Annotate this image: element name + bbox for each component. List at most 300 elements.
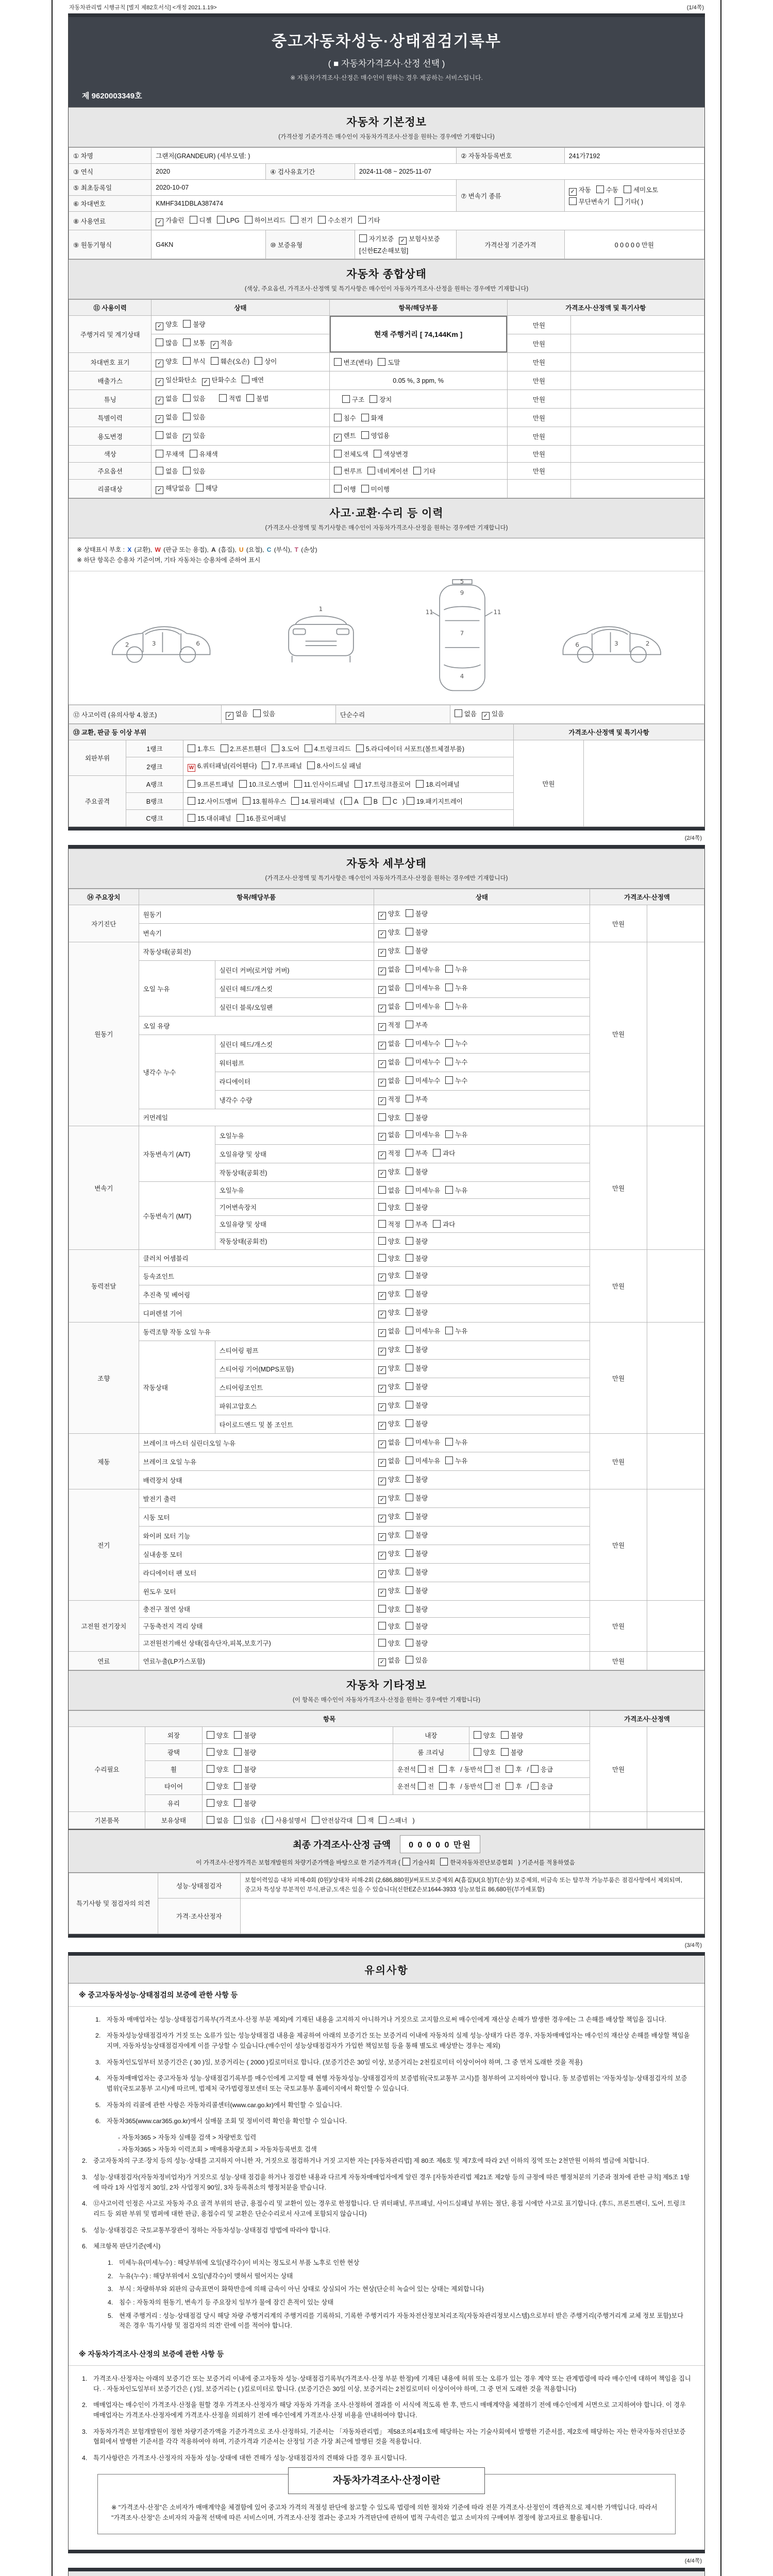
table-cell <box>152 371 329 390</box>
checkbox-불량[interactable] <box>234 1748 242 1756</box>
checkbox-양호[interactable] <box>378 930 386 938</box>
checkbox-장치[interactable] <box>369 395 377 403</box>
checkbox-이행[interactable] <box>334 485 342 493</box>
checkbox-디젤[interactable] <box>190 216 197 224</box>
checkbox-없음[interactable] <box>378 1329 386 1337</box>
table-cell <box>183 740 513 757</box>
checkbox-구조[interactable] <box>342 395 350 403</box>
option-label: 없음 <box>388 1059 400 1066</box>
checkbox-B[interactable] <box>364 797 372 805</box>
checkbox-자동[interactable] <box>569 188 577 196</box>
checkbox-전[interactable] <box>484 1765 492 1773</box>
checkbox-누유[interactable] <box>445 1186 453 1194</box>
checkbox-보통[interactable] <box>183 338 191 346</box>
checkbox-양호[interactable] <box>378 1622 386 1630</box>
checkbox-불량[interactable] <box>406 909 413 917</box>
checkbox-누유[interactable] <box>445 1327 453 1334</box>
checkbox-19.패키지트레이[interactable] <box>407 797 414 805</box>
checkbox-12.사이드멤버[interactable] <box>188 797 195 805</box>
checkbox-불량[interactable] <box>406 1494 413 1501</box>
svg-text:11: 11 <box>493 608 501 616</box>
checkbox-양호[interactable] <box>378 1605 386 1613</box>
checkbox-화재[interactable] <box>361 414 369 421</box>
checkbox-잭[interactable] <box>358 1816 365 1824</box>
checkbox-기타( )[interactable] <box>615 197 623 205</box>
checkbox-불량[interactable] <box>406 1401 413 1409</box>
checkbox-적정[interactable] <box>378 1151 386 1159</box>
checkbox-10.크로스멤버[interactable] <box>239 780 247 788</box>
checkbox-15.대쉬패널[interactable] <box>188 814 195 822</box>
checkbox-양호[interactable] <box>378 1515 386 1522</box>
document-number: 제 9620003349호 <box>82 92 142 100</box>
option-label: 양호 <box>388 1238 400 1245</box>
checkbox-없음[interactable] <box>378 1079 386 1087</box>
table-cell: 주요옵션 <box>69 463 152 480</box>
option-없음 <box>378 1130 400 1141</box>
option-label: 양호 <box>388 1255 400 1262</box>
option-수소전기 <box>318 215 352 225</box>
table-cell <box>152 446 329 463</box>
checkbox-양호[interactable] <box>378 1422 386 1430</box>
checkbox-전[interactable] <box>484 1782 492 1790</box>
option-전기 <box>291 215 313 225</box>
option-없음 <box>226 709 248 720</box>
option-12.사이드멤버 <box>188 796 238 806</box>
checkbox-기타[interactable] <box>413 467 421 474</box>
checkbox-양호[interactable] <box>378 1113 386 1121</box>
checkbox-9.프론트패널[interactable] <box>188 780 195 788</box>
checkbox-불량[interactable] <box>406 1549 413 1557</box>
checkbox-없음[interactable] <box>378 1060 386 1068</box>
checkbox-부식[interactable] <box>183 357 191 365</box>
checkbox-미세누유[interactable] <box>406 1327 413 1334</box>
option-label: 없음 <box>388 1003 400 1010</box>
checkbox-불량[interactable] <box>406 1382 413 1390</box>
option-기타 <box>413 466 435 476</box>
checkbox-전기[interactable] <box>291 216 298 224</box>
checkbox-없음[interactable] <box>378 1658 386 1666</box>
checkbox-변조(변타)[interactable] <box>334 358 342 366</box>
checkbox-있음[interactable] <box>183 467 191 474</box>
legend-symbol-A: A <box>211 546 216 553</box>
checkbox-전[interactable] <box>418 1782 426 1790</box>
checkbox-14.필러패널[interactable] <box>291 797 299 805</box>
option-label: 적음 <box>220 340 233 347</box>
checkbox-불법[interactable] <box>246 394 254 402</box>
checkbox-양호[interactable] <box>378 1366 386 1374</box>
table-cell <box>152 316 329 334</box>
table-cell <box>355 230 456 259</box>
checkbox-불량[interactable] <box>406 928 413 936</box>
checkbox-양호[interactable] <box>378 912 386 920</box>
checkbox-없음[interactable] <box>378 1186 386 1194</box>
checkbox-미세누유[interactable] <box>406 1438 413 1446</box>
option-누유 <box>445 964 467 974</box>
checkbox-없음[interactable] <box>156 467 163 474</box>
table-cell: 타이로드엔드 및 볼 조인트 <box>215 1415 374 1434</box>
checkbox-매연[interactable] <box>242 376 249 383</box>
option-없음 <box>378 1456 400 1467</box>
checkbox-양호[interactable] <box>378 1478 386 1485</box>
checkbox-없음[interactable] <box>378 1440 386 1448</box>
option-label: 적정 <box>388 1022 400 1029</box>
option-label: 무채색 <box>165 451 184 458</box>
checkbox-도말[interactable] <box>378 358 385 366</box>
option-불법 <box>246 394 268 403</box>
checkbox-양호[interactable] <box>378 1403 386 1411</box>
checkbox-불량[interactable] <box>406 1531 413 1538</box>
option-label: 불량 <box>415 929 428 936</box>
checkbox-수소전기[interactable] <box>318 216 326 224</box>
checkbox-미세누수[interactable] <box>406 1039 413 1047</box>
option-label: 미세누수 <box>415 1040 441 1047</box>
checkbox-부족[interactable] <box>406 1021 413 1028</box>
table-cell <box>571 353 704 371</box>
checkbox-미세누유[interactable] <box>406 1130 413 1138</box>
option-C <box>383 797 397 805</box>
option-영업용 <box>361 431 390 440</box>
table-cell: 시동 모터 <box>139 1508 374 1527</box>
option-label: 부족 <box>415 1096 428 1103</box>
notice-item: - 자동차365 > 자동차 실매물 검색 > 차량번호 입력 <box>118 2134 257 2141</box>
checkbox-양호[interactable] <box>378 1274 386 1281</box>
checkbox-있음[interactable] <box>253 709 261 717</box>
checkbox-11.인사이드패널[interactable] <box>294 780 302 788</box>
checkbox-없음[interactable] <box>207 1816 214 1824</box>
checkbox-양호[interactable] <box>378 1533 386 1541</box>
checkbox-무채색[interactable] <box>156 450 163 457</box>
checkbox-누유[interactable] <box>445 1130 453 1138</box>
checkbox-불량[interactable] <box>406 1254 413 1262</box>
checkbox-없음[interactable] <box>226 712 233 720</box>
option-label: 도말 <box>388 359 400 366</box>
checkbox-있음[interactable] <box>406 1656 413 1664</box>
checkbox-보험사보증[interactable] <box>399 237 407 245</box>
checkbox-5.라디에이터 서포트(볼트체결부품)[interactable] <box>356 744 364 752</box>
checkbox-기술사회[interactable] <box>402 1858 410 1866</box>
checkbox-양호[interactable] <box>207 1799 214 1807</box>
checkbox-하이브리드[interactable] <box>245 216 253 224</box>
checkbox-미세누유[interactable] <box>406 1002 413 1010</box>
checkbox-A[interactable] <box>344 797 352 805</box>
checkbox-양호[interactable] <box>378 1254 386 1262</box>
checkbox-양호[interactable] <box>378 1496 386 1504</box>
checkbox-상이[interactable] <box>255 357 262 365</box>
checkbox-미세누유[interactable] <box>406 1186 413 1194</box>
section-overall-state <box>69 259 704 299</box>
checkbox-응급[interactable] <box>531 1782 539 1790</box>
checkbox-과다[interactable] <box>433 1220 441 1228</box>
checkbox-누수[interactable] <box>445 1076 453 1084</box>
checkbox-불량[interactable] <box>234 1765 242 1773</box>
checkbox-16.플로어패널[interactable] <box>237 814 244 822</box>
table-cell: 휠 <box>145 1761 202 1778</box>
checkbox-있음[interactable] <box>183 394 191 402</box>
checkbox-없음[interactable] <box>455 709 462 717</box>
checkbox-2.프론트휀더[interactable] <box>221 744 228 752</box>
option-누수 <box>445 1076 467 1085</box>
checkbox-해당[interactable] <box>196 484 204 492</box>
checkbox-누유[interactable] <box>445 1456 453 1464</box>
checkbox-양호[interactable] <box>207 1748 214 1756</box>
checkbox-불량[interactable] <box>501 1731 509 1739</box>
checkbox-과다[interactable] <box>433 1149 441 1157</box>
checkbox-해당없음[interactable] <box>156 486 163 494</box>
checkbox-양호[interactable] <box>156 360 163 367</box>
checkbox-불량[interactable] <box>406 1419 413 1427</box>
checkbox-후[interactable] <box>506 1765 513 1773</box>
checkbox-후[interactable] <box>439 1765 447 1773</box>
checkbox-1.후드[interactable] <box>188 744 195 752</box>
option-label: 8.사이드실 패널 <box>317 762 362 770</box>
checkbox-양호[interactable] <box>474 1731 481 1739</box>
checkbox-불량[interactable] <box>183 320 191 328</box>
checkbox-세미오토[interactable] <box>624 185 631 193</box>
checkbox-양호[interactable] <box>378 1639 386 1647</box>
checkbox-탄화수소[interactable] <box>202 378 210 386</box>
option-label: 없음 <box>165 414 178 421</box>
checkbox-있음[interactable] <box>482 712 490 720</box>
checkbox-양호[interactable] <box>378 949 386 957</box>
checkbox-불량[interactable] <box>406 1167 413 1175</box>
checkbox-일산화탄소[interactable] <box>156 378 163 386</box>
notice-list-warranty <box>82 2015 691 2155</box>
checkbox-불량[interactable] <box>406 1605 413 1613</box>
checkbox-전[interactable] <box>418 1765 426 1773</box>
checkbox-불량[interactable] <box>406 1568 413 1575</box>
table-cell: B랭크 <box>126 793 183 810</box>
checkbox-양호[interactable] <box>156 323 163 330</box>
checkbox-유채색[interactable] <box>190 450 197 457</box>
option-label: 훼손(오손) <box>220 358 250 365</box>
checkbox-4.트렁크리드[interactable] <box>305 744 312 752</box>
checkbox-사용설명서[interactable] <box>265 1816 273 1824</box>
checkbox-양호[interactable] <box>378 1311 386 1318</box>
checkbox-수동[interactable] <box>596 185 604 193</box>
checkbox-양호[interactable] <box>207 1731 214 1739</box>
checkbox-8.사이드실 패널[interactable] <box>307 761 315 769</box>
table-cell <box>393 1761 590 1778</box>
checkbox-없음[interactable] <box>378 1042 386 1049</box>
notice-item: 4. 침수 : 자동차의 원동기, 변속기 등 주요장치 일부가 물에 잠긴 흔적이 있는 상태 <box>108 2299 334 2307</box>
checkbox-양호[interactable] <box>378 1385 386 1393</box>
checkbox-없음[interactable] <box>378 986 386 994</box>
table-cell: A랭크 <box>126 776 183 793</box>
checkbox-불량[interactable] <box>406 1586 413 1594</box>
table-cell <box>152 334 329 353</box>
checkbox-미이행[interactable] <box>361 485 369 493</box>
checkbox-부족[interactable] <box>406 1095 413 1103</box>
checkbox-색상변경[interactable] <box>374 450 381 457</box>
checkbox-미세누수[interactable] <box>406 1076 413 1084</box>
checkbox-없음[interactable] <box>156 415 163 423</box>
checkbox-LPG[interactable] <box>217 216 225 224</box>
option-label: B <box>373 798 378 805</box>
checkbox-불량[interactable] <box>406 1203 413 1211</box>
option-label: 있음 <box>415 1657 428 1664</box>
section-subtitle: (색상, 주요옵션, 가격조사·산정액 및 특기사항은 매수인이 자동차가격조사·산정을 원하는 경우에만 기재합니다) <box>244 286 529 292</box>
option-색상변경 <box>374 449 408 459</box>
checkbox-13.휠하우스[interactable] <box>243 797 250 805</box>
section-title: 자동차 종합상태 <box>346 268 427 280</box>
checkbox-미세누유[interactable] <box>406 984 413 991</box>
checkbox-안전삼각대[interactable] <box>312 1816 320 1824</box>
checkbox-불량[interactable] <box>406 1113 413 1121</box>
checkbox-훼손(오손)[interactable] <box>211 357 219 365</box>
checkbox-양호[interactable] <box>378 1237 386 1245</box>
checkbox-누유[interactable] <box>445 965 453 973</box>
checkbox-없음[interactable] <box>378 968 386 975</box>
checkbox-불량[interactable] <box>234 1799 242 1807</box>
table-cell <box>202 1778 393 1795</box>
checkbox-양호[interactable] <box>378 1570 386 1578</box>
table-cell: 색상 <box>69 446 152 463</box>
checkbox-양호[interactable] <box>474 1748 481 1756</box>
option-적정 <box>378 1219 400 1229</box>
checkbox-있음[interactable] <box>183 434 191 442</box>
checkbox-미세누유[interactable] <box>406 1456 413 1464</box>
option-있음 <box>253 709 275 718</box>
table-cell: 만원 <box>507 316 570 334</box>
checkbox-불량[interactable] <box>406 946 413 954</box>
table-cell <box>329 480 507 498</box>
checkbox-무단변속기[interactable] <box>569 197 577 205</box>
checkbox-없음[interactable] <box>156 397 163 404</box>
checkbox-스패너[interactable] <box>379 1816 386 1824</box>
checkbox-후[interactable] <box>506 1782 513 1790</box>
checkbox-가솔린[interactable] <box>156 218 163 226</box>
table-cell: 가격조사·산정액 <box>590 889 704 905</box>
option-스패너 <box>379 1816 407 1825</box>
checkbox-불량[interactable] <box>406 1345 413 1353</box>
checkbox-17.트렁크플로어[interactable] <box>355 780 362 788</box>
checkbox-불량[interactable] <box>406 1271 413 1279</box>
checkbox-6.쿼터패널(리어휀다)[interactable] <box>188 764 195 772</box>
checkbox-양호[interactable] <box>378 1203 386 1211</box>
table-cell <box>183 810 513 827</box>
option-label: 양호 <box>388 1168 400 1176</box>
checkbox-적정[interactable] <box>378 1220 386 1228</box>
checkbox-한국자동차진단보증협회[interactable] <box>440 1858 448 1866</box>
option-label: 양호 <box>388 1550 400 1557</box>
checkbox-없음[interactable] <box>378 1005 386 1012</box>
table-cell: 발전기 출력 <box>139 1489 374 1508</box>
table-cell: 라디에이터 팬 모터 <box>139 1564 374 1582</box>
option-부족 <box>406 1020 428 1029</box>
checkbox-C[interactable] <box>383 797 391 805</box>
checkbox-썬루프[interactable] <box>334 467 342 474</box>
checkbox-부족[interactable] <box>406 1149 413 1157</box>
checkbox-있음[interactable] <box>183 413 191 420</box>
checkbox-렌트[interactable] <box>334 434 342 442</box>
checkbox-응급[interactable] <box>531 1765 539 1773</box>
option-label: 있음 <box>491 710 505 718</box>
checkbox-불량[interactable] <box>234 1782 242 1790</box>
checkbox-불량[interactable] <box>406 1639 413 1647</box>
option-label: LPG <box>226 217 240 224</box>
checkbox-불량[interactable] <box>501 1748 509 1756</box>
option-label: 부족 <box>415 1022 428 1029</box>
checkbox-있음[interactable] <box>234 1816 242 1824</box>
checkbox-누수[interactable] <box>445 1058 453 1065</box>
table-cell: 실내송풍 모터 <box>139 1545 374 1564</box>
checkbox-없음[interactable] <box>156 431 163 439</box>
checkbox-미세누수[interactable] <box>406 1058 413 1065</box>
checkbox-없음[interactable] <box>378 1133 386 1141</box>
option-label: 렌트 <box>343 432 356 439</box>
option-양호 <box>378 1512 400 1522</box>
checkbox-많음[interactable] <box>156 338 163 346</box>
checkbox-기타[interactable] <box>358 216 366 224</box>
checkbox-후[interactable] <box>439 1782 447 1790</box>
table-cell: 디퍼렌셜 기어 <box>139 1304 374 1323</box>
checkbox-적정[interactable] <box>378 1023 386 1031</box>
option-label: 없음 <box>388 1040 400 1047</box>
table-cell <box>571 480 704 498</box>
checkbox-양호[interactable] <box>207 1782 214 1790</box>
checkbox-양호[interactable] <box>207 1765 214 1773</box>
checkbox-누유[interactable] <box>445 984 453 991</box>
checkbox-불량[interactable] <box>406 1512 413 1520</box>
option-label: 양호 <box>388 1569 400 1576</box>
checkbox-불량[interactable] <box>406 1290 413 1297</box>
checkbox-부족[interactable] <box>406 1220 413 1228</box>
checkbox-불량[interactable] <box>234 1731 242 1739</box>
checkbox-미세누유[interactable] <box>406 965 413 973</box>
checkbox-불량[interactable] <box>406 1475 413 1483</box>
checkbox-누유[interactable] <box>445 1438 453 1446</box>
checkbox-불량[interactable] <box>406 1237 413 1245</box>
checkbox-침수[interactable] <box>334 414 342 421</box>
checkbox-불량[interactable] <box>406 1308 413 1316</box>
checkbox-양호[interactable] <box>378 1170 386 1178</box>
checkbox-양호[interactable] <box>378 1348 386 1355</box>
checkbox-누유[interactable] <box>445 1002 453 1010</box>
table-cell: 만원 <box>514 740 584 827</box>
svg-text:2: 2 <box>646 640 650 648</box>
checkbox-적정[interactable] <box>378 1097 386 1105</box>
option-1.후드 <box>188 744 215 753</box>
checkbox-영업용[interactable] <box>361 431 369 439</box>
checkbox-네비게이션[interactable] <box>367 467 375 474</box>
checkbox-적법[interactable] <box>219 394 227 402</box>
checkbox-불량[interactable] <box>406 1364 413 1371</box>
checkbox-양호[interactable] <box>378 1552 386 1560</box>
checkbox-자기보증[interactable] <box>359 234 367 242</box>
option-양호 <box>156 357 178 367</box>
table-cell <box>329 463 507 480</box>
checkbox-전체도색[interactable] <box>334 450 342 457</box>
checkbox-불량[interactable] <box>406 1622 413 1630</box>
table-cell: 1랭크 <box>126 740 183 757</box>
checkbox-18.리어패널[interactable] <box>416 780 424 788</box>
checkbox-양호[interactable] <box>378 1589 386 1597</box>
checkbox-양호[interactable] <box>378 1292 386 1300</box>
checkbox-적음[interactable] <box>211 341 219 349</box>
notice-title: 유의사항 <box>69 1956 704 1984</box>
option-불량 <box>406 1270 428 1280</box>
checkbox-없음[interactable] <box>378 1459 386 1467</box>
checkbox-7.루프패널[interactable] <box>262 761 270 769</box>
checkbox-누수[interactable] <box>445 1039 453 1047</box>
option-label: 화재 <box>371 414 383 422</box>
option-침수 <box>334 413 356 422</box>
table-cell <box>374 1072 590 1091</box>
option-text <box>211 394 217 403</box>
section-title: 사고·교환·수리 등 이력 <box>329 507 444 519</box>
checkbox-3.도어[interactable] <box>272 744 279 752</box>
option-양호 <box>378 1345 400 1355</box>
